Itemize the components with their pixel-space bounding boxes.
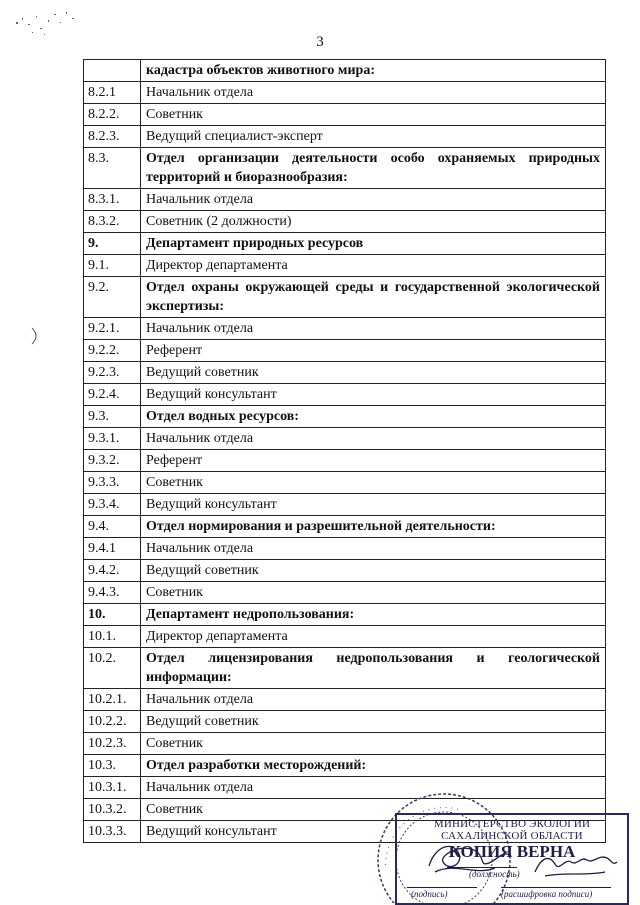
position-title: Начальник отдела — [141, 777, 606, 799]
row-number: 9.2.1. — [84, 318, 141, 340]
section-title: Отдел водных ресурсов: — [141, 406, 606, 428]
position-title: Ведущий советник — [141, 711, 606, 733]
position-title: Начальник отдела — [141, 318, 606, 340]
row-number: 10.3.1. — [84, 777, 141, 799]
section-title: Отдел охраны окружающей среды и государственной экологической экспертизы: — [141, 277, 606, 318]
position-title: Советник — [141, 104, 606, 126]
position-row — [84, 711, 606, 733]
section-title: Отдел организации деятельности особо охраняемых природных территорий и биоразнообразия: — [141, 148, 606, 189]
position-row — [84, 211, 606, 233]
position-row — [84, 472, 606, 494]
section-heading-row — [84, 277, 606, 318]
stamp-region: САХАЛИНСКОЙ ОБЛАСТИ — [441, 830, 583, 842]
row-number: 8.2.1 — [84, 82, 141, 104]
position-title: Начальник отдела — [141, 538, 606, 560]
row-number: 10.3. — [84, 755, 141, 777]
row-number: 8.2.2. — [84, 104, 141, 126]
stamp-ministry: МИНИСТЕРСТВО ЭКОЛОГИИ — [433, 818, 591, 830]
row-number: 8.3.1. — [84, 189, 141, 211]
position-row — [84, 428, 606, 450]
row-number: 9.3. — [84, 406, 141, 428]
section-title: Отдел разработки месторождений: — [141, 755, 606, 777]
position-title: Советник — [141, 582, 606, 604]
handwritten-signature — [395, 832, 625, 892]
row-number: 10.2.3. — [84, 733, 141, 755]
section-heading-row — [84, 60, 606, 82]
position-row — [84, 318, 606, 340]
position-row — [84, 689, 606, 711]
stamp-title: КОПИЯ ВЕРНА — [448, 842, 576, 861]
position-row — [84, 104, 606, 126]
section-title: Департамент недропользования: — [141, 604, 606, 626]
row-number: 9.4.3. — [84, 582, 141, 604]
position-title: Директор департамента — [141, 626, 606, 648]
section-heading-row — [84, 148, 606, 189]
position-title: Ведущий советник — [141, 560, 606, 582]
stamp-caption-signature: (подпись) — [411, 889, 448, 899]
position-row — [84, 340, 606, 362]
row-number: 9.4. — [84, 516, 141, 538]
row-number: 10.2.2. — [84, 711, 141, 733]
section-title: кадастра объектов животного мира: — [141, 60, 606, 82]
row-number — [84, 60, 141, 82]
row-number: 10.2. — [84, 648, 141, 689]
row-number: 9.2.3. — [84, 362, 141, 384]
position-row — [84, 362, 606, 384]
position-row — [84, 626, 606, 648]
position-row — [84, 384, 606, 406]
position-row — [84, 82, 606, 104]
position-title: Директор департамента — [141, 255, 606, 277]
row-number: 9.4.1 — [84, 538, 141, 560]
position-title: Ведущий консультант — [141, 384, 606, 406]
row-number: 8.3.2. — [84, 211, 141, 233]
position-row — [84, 733, 606, 755]
position-title: Референт — [141, 340, 606, 362]
row-number: 9.3.1. — [84, 428, 141, 450]
stamp-caption-decode: (расшифровка подписи) — [501, 889, 593, 899]
section-heading-row — [84, 516, 606, 538]
position-title: Начальник отдела — [141, 428, 606, 450]
section-title: Департамент природных ресурсов — [141, 233, 606, 255]
section-heading-row — [84, 406, 606, 428]
position-title: Ведущий консультант — [141, 821, 606, 843]
section-heading-row — [84, 604, 606, 626]
margin-mark — [30, 326, 42, 346]
row-number: 8.2.3. — [84, 126, 141, 148]
section-heading-row — [84, 648, 606, 689]
page-number: 3 — [316, 34, 324, 50]
row-number: 10.3.3. — [84, 821, 141, 843]
row-number: 9. — [84, 233, 141, 255]
position-title: Начальник отдела — [141, 689, 606, 711]
position-row — [84, 538, 606, 560]
position-title: Советник (2 должности) — [141, 211, 606, 233]
position-title: Начальник отдела — [141, 189, 606, 211]
position-title: Советник — [141, 799, 606, 821]
section-title: Отдел нормирования и разрешительной деятельности: — [141, 516, 606, 538]
svg-text:· · · · · · · · · · · · · · ·: · · · · · · · · · · · · · · · · · · · — [379, 801, 461, 867]
position-title: Советник — [141, 733, 606, 755]
position-title: Ведущий советник — [141, 362, 606, 384]
position-title: Референт — [141, 450, 606, 472]
row-number: 9.2.2. — [84, 340, 141, 362]
stamp-caption-position: (должность) — [469, 869, 520, 879]
position-row — [84, 189, 606, 211]
row-number: 9.3.4. — [84, 494, 141, 516]
section-title: Отдел лицензирования недропользования и геологической информации: — [141, 648, 606, 689]
row-number: 10.3.2. — [84, 799, 141, 821]
row-number: 9.2. — [84, 277, 141, 318]
position-row — [84, 560, 606, 582]
section-heading-row — [84, 755, 606, 777]
position-title: Ведущий специалист-эксперт — [141, 126, 606, 148]
row-number: 10.2.1. — [84, 689, 141, 711]
position-row — [84, 255, 606, 277]
staff-table — [83, 59, 606, 843]
row-number: 9.4.2. — [84, 560, 141, 582]
row-number: 9.3.3. — [84, 472, 141, 494]
row-number: 10.1. — [84, 626, 141, 648]
row-number: 10. — [84, 604, 141, 626]
position-row — [84, 582, 606, 604]
row-number: 9.1. — [84, 255, 141, 277]
row-number: 9.2.4. — [84, 384, 141, 406]
position-row — [84, 494, 606, 516]
position-row — [84, 126, 606, 148]
row-number: 8.3. — [84, 148, 141, 189]
row-number: 9.3.2. — [84, 450, 141, 472]
position-title: Начальник отдела — [141, 82, 606, 104]
position-row — [84, 450, 606, 472]
position-title: Советник — [141, 472, 606, 494]
section-heading-row — [84, 233, 606, 255]
position-title: Ведущий консультант — [141, 494, 606, 516]
